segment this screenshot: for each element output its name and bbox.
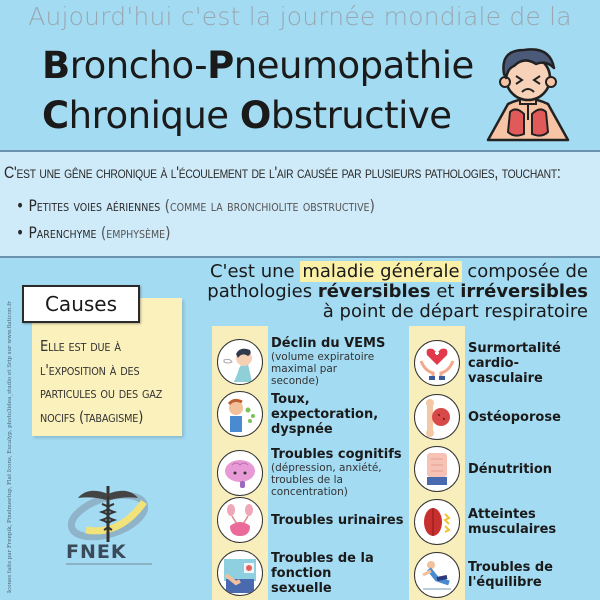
list-item-cardio bbox=[414, 340, 568, 386]
intro-text: composée de bbox=[461, 261, 588, 282]
intro-text: pathologies bbox=[207, 281, 318, 302]
irreversible-label: irréversibles bbox=[460, 281, 588, 302]
coughing-person-icon bbox=[217, 391, 263, 437]
falling-person-icon bbox=[414, 552, 460, 598]
list-item-malnutrition bbox=[414, 446, 552, 492]
intro-text: et bbox=[430, 281, 461, 302]
muscle-icon bbox=[414, 499, 460, 545]
list-item-sexual bbox=[217, 550, 381, 596]
title-text: hronique bbox=[68, 94, 240, 137]
title-initial-b: B bbox=[42, 44, 70, 87]
bullet-parenchyma bbox=[16, 223, 171, 242]
list-item-osteoporosis bbox=[414, 394, 561, 440]
item-title: Atteintes musculaires bbox=[468, 507, 557, 537]
bullet-strong: Petites voies aériennes bbox=[28, 196, 161, 215]
fnek-logo-tagline bbox=[66, 563, 152, 565]
item-title: Troubles cognitifs bbox=[271, 447, 402, 462]
fnek-logo-text: FNEK bbox=[66, 541, 127, 563]
bullet-paren: (emphysème) bbox=[100, 223, 171, 242]
title-line-2 bbox=[42, 94, 452, 137]
item-subtitle: (dépression, anxiété, troubles de la concentration) bbox=[271, 462, 382, 498]
list-item-cognitive bbox=[217, 447, 411, 498]
item-title: Troubles urinaires bbox=[271, 512, 404, 528]
highlight-general-disease: maladie générale bbox=[302, 261, 460, 282]
list-item-urinary bbox=[217, 497, 403, 543]
definition-text: C'est une gêne chronique à l'écoulement de l'air causée par plusieurs pathologies, touchant: bbox=[4, 164, 561, 182]
item-title: Toux, expectoration, dyspnée bbox=[271, 391, 379, 437]
item-title: Ostéoporose bbox=[468, 409, 561, 425]
title-text: neumopathie bbox=[233, 44, 474, 87]
item-title: Déclin du VEMS bbox=[271, 336, 386, 351]
title-text: roncho- bbox=[69, 44, 208, 87]
title-initial-c: C bbox=[42, 94, 69, 137]
item-title: Troubles de l'équilibre bbox=[468, 560, 554, 590]
list-item-vems bbox=[217, 336, 385, 387]
reversible-label: réversibles bbox=[317, 281, 431, 302]
causes-text: Elle est due à l'exposition à des particules ou des gaz nocifs (tabagisme) bbox=[40, 337, 163, 426]
sick-person-lungs-icon bbox=[480, 42, 576, 142]
list-item-cough bbox=[217, 391, 379, 437]
bullet-dot: • bbox=[16, 196, 29, 215]
breathing-person-icon bbox=[217, 339, 263, 385]
item-title: Dénutrition bbox=[468, 461, 553, 477]
bullet-small-airways bbox=[16, 196, 375, 215]
icon-credits: Icones faits par Freepik, Pixelmeetup, Flat Icons, Eucalyp, photo3idea_studio et Srip sur www.flaticon.fr bbox=[7, 301, 13, 593]
general-disease-intro bbox=[178, 262, 588, 322]
heart-hands-icon bbox=[414, 340, 460, 386]
list-item-muscle bbox=[414, 499, 558, 545]
title-text: bstructive bbox=[270, 94, 452, 137]
intimacy-icon bbox=[217, 550, 263, 596]
bullet-dot: • bbox=[16, 223, 29, 242]
intro-text: C'est une bbox=[209, 261, 301, 282]
subtitle-world-day: Aujourd'hui c'est la journée mondiale de la bbox=[28, 2, 572, 31]
title-initial-p: P bbox=[207, 44, 234, 87]
intro-text: à point de départ respiratoire bbox=[322, 301, 588, 322]
item-subtitle: (volume expiratoire maximal par seconde) bbox=[271, 351, 375, 387]
bladder-kidneys-icon bbox=[217, 497, 263, 543]
bone-icon bbox=[414, 394, 460, 440]
causes-title: Causes bbox=[22, 285, 140, 323]
bullet-paren: (comme la bronchiolite obstructive) bbox=[164, 196, 375, 215]
title-line-1 bbox=[42, 44, 474, 87]
list-item-balance bbox=[414, 552, 558, 598]
title-initial-o: O bbox=[239, 94, 271, 137]
bullet-strong: Parenchyme bbox=[28, 223, 97, 242]
item-title: Surmortalité cardio-vasculaire bbox=[468, 340, 561, 386]
item-title: Troubles de la fonction sexuelle bbox=[271, 550, 374, 596]
brain-icon bbox=[217, 450, 263, 496]
torso-icon bbox=[414, 446, 460, 492]
